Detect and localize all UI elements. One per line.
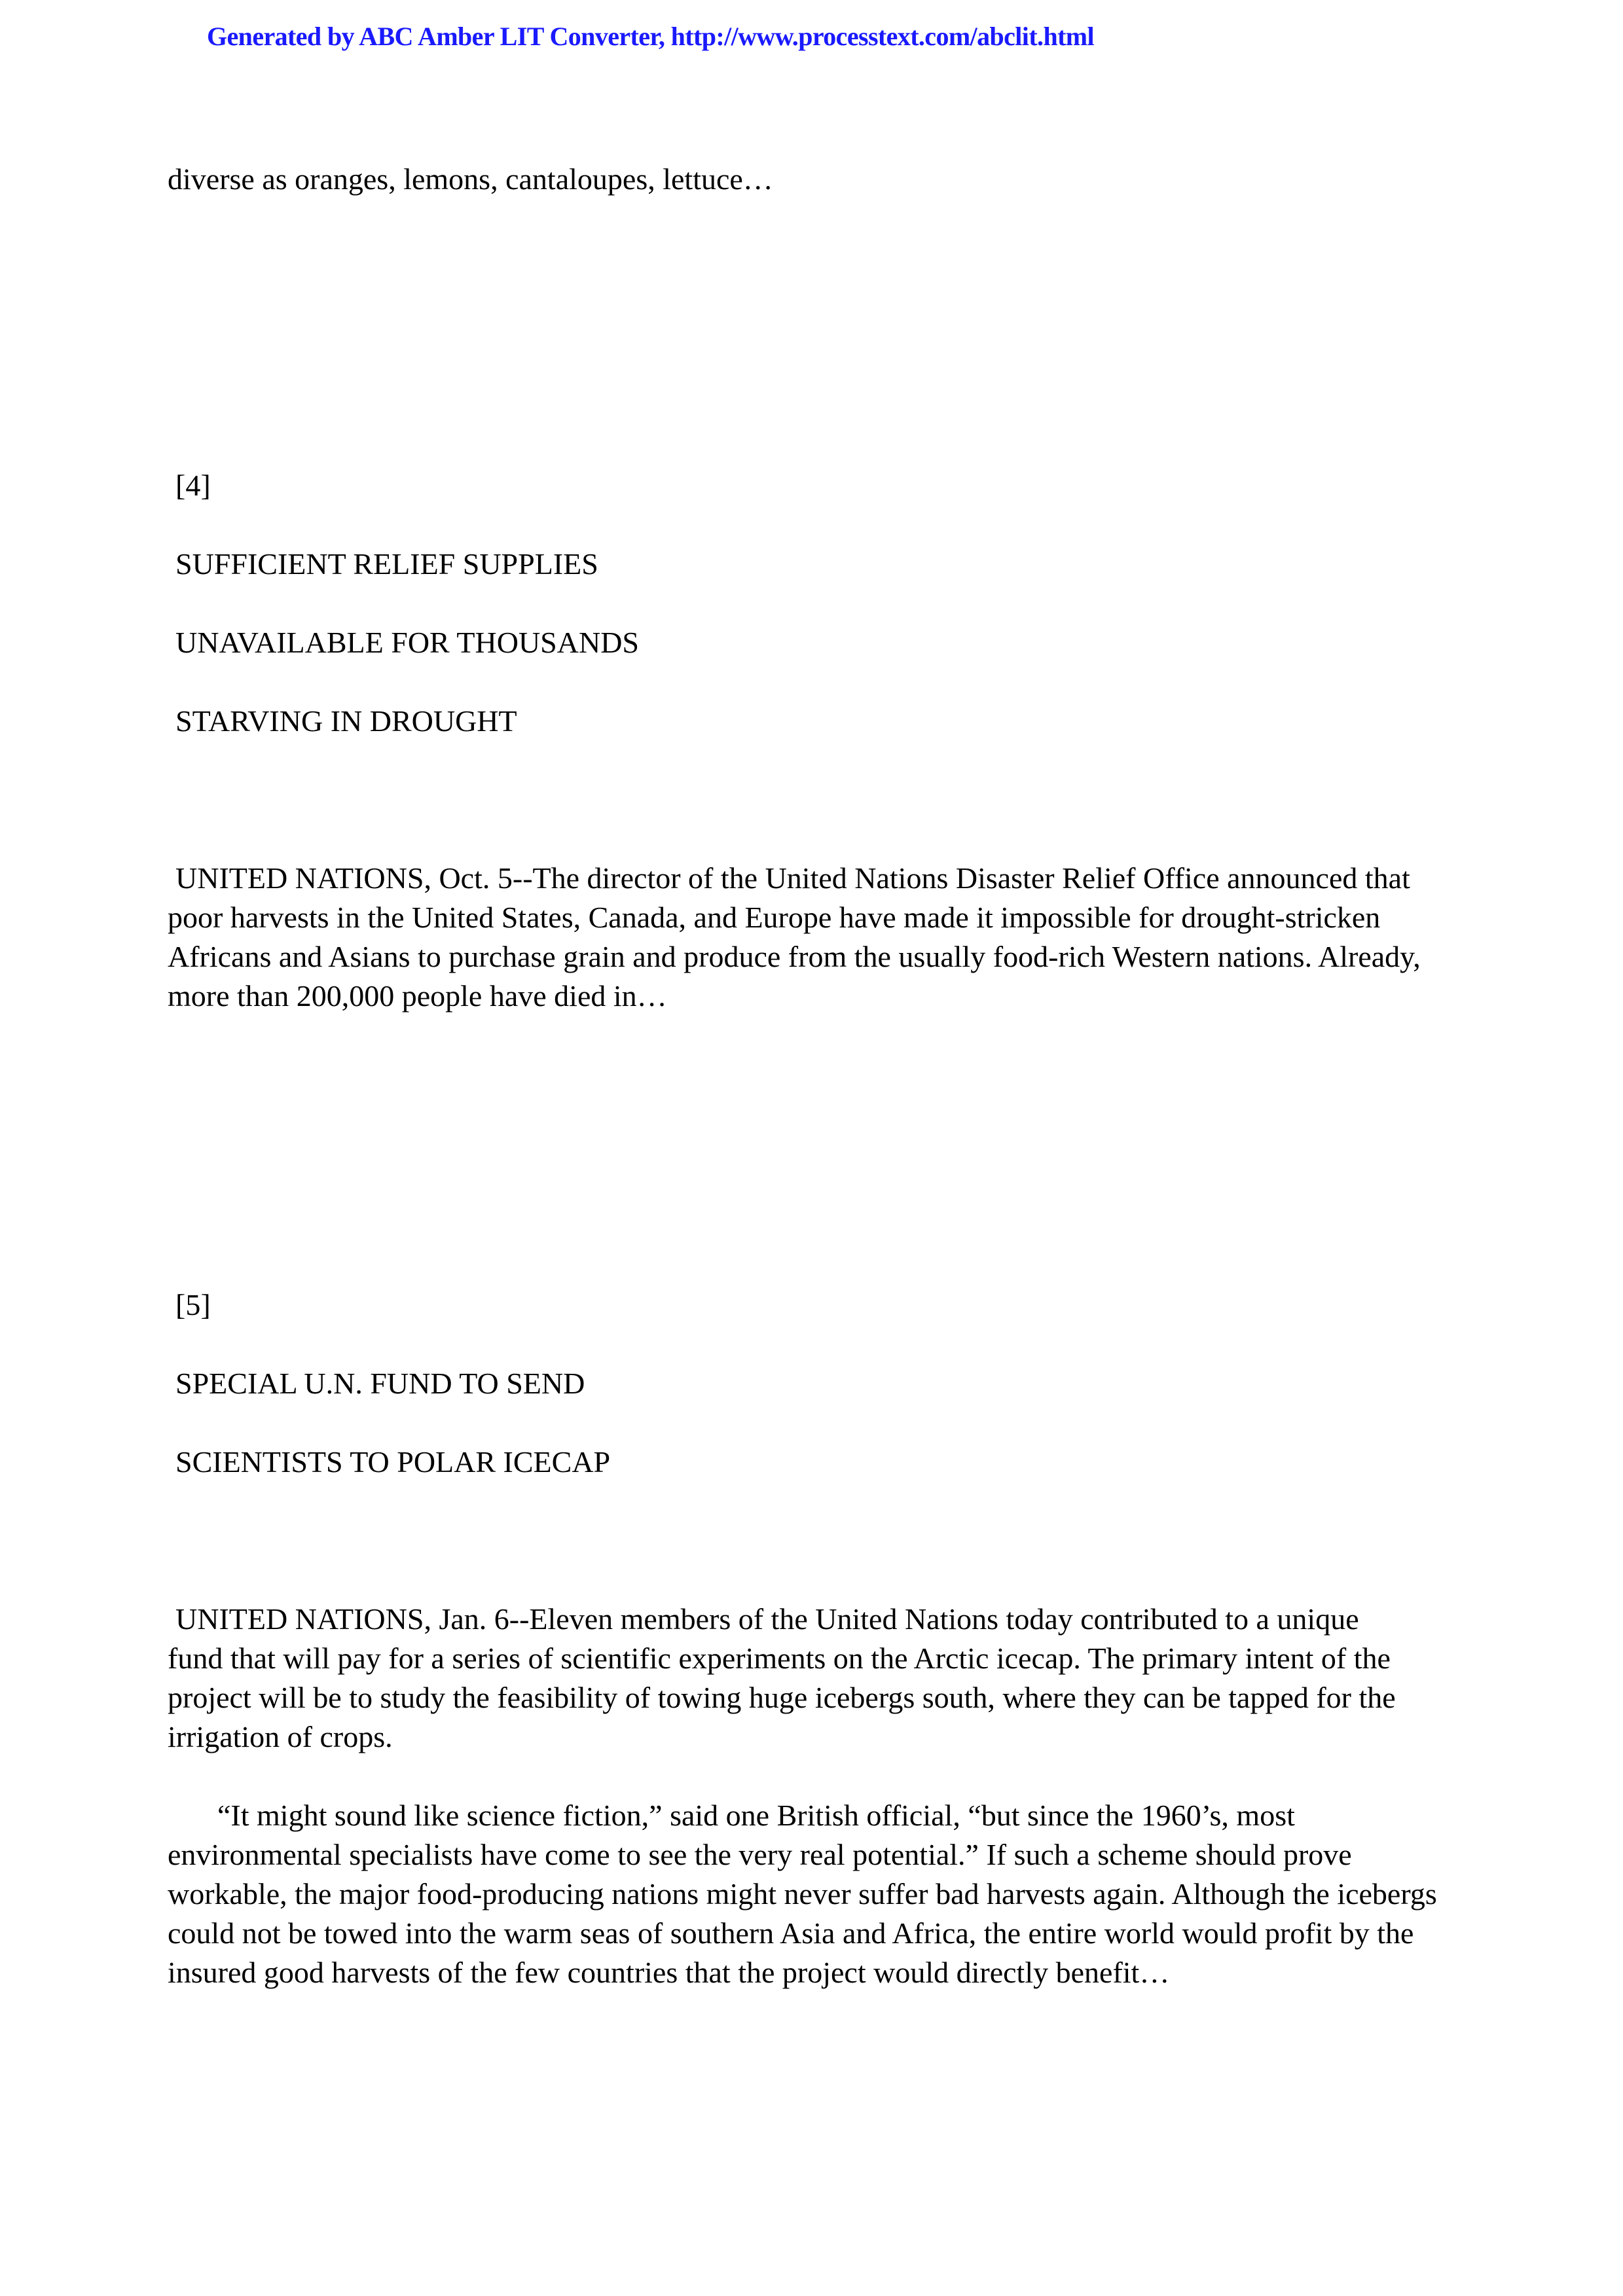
article-4-body-line: more than 200,000 people have died in… [168,979,667,1013]
article-5-body-line: workable, the major food-producing nations might never suffer bad harvests again. Although the icebergs [168,1877,1437,1910]
article-4-number: [4] [175,469,211,502]
article-5-headline-line-1: SPECIAL U.N. FUND TO SEND [175,1367,585,1400]
article-4-headline-line-2: UNAVAILABLE FOR THOUSANDS [175,626,639,659]
article-5-body-line: irrigation of crops. [168,1720,393,1753]
article-5-headline-line-2: SCIENTISTS TO POLAR ICECAP [175,1445,611,1479]
article-4-body-line: UNITED NATIONS, Oct. 5--The director of the United Nations Disaster Relief Office announced that [175,861,1410,895]
article-5-body-line: fund that will pay for a series of scientific experiments on the Arctic icecap. The primary intent of the [168,1641,1391,1675]
article-4-body [168,859,1477,1016]
article-5-body-line: insured good harvests of the few countries that the project would directly benefit… [168,1956,1170,1989]
article-4-body-line: Africans and Asians to purchase grain and produce from the usually food-rich Western nations. Already, [168,940,1421,973]
article-5-body-line: project will be to study the feasibility of towing huge icebergs south, where they can be tapped for the [168,1681,1396,1714]
article-5-body-line: “It might sound like science fiction,” said one British official, “but since the 1960’s, most [217,1799,1295,1832]
article-5-body-paragraph-1 [168,1600,1477,1757]
article-5-body-line: could not be towed into the warm seas of southern Asia and Africa, the entire world would profit by the [168,1916,1414,1950]
article-5-body-line: environmental specialists have come to see the very real potential.” If such a scheme should prove [168,1838,1352,1871]
article-4-headline-line-1: SUFFICIENT RELIEF SUPPLIES [175,547,598,581]
article-5-number: [5] [175,1288,211,1321]
article-5-body-paragraph-2 [168,1796,1477,1992]
converter-banner: Generated by ABC Amber LIT Converter, http://www.processtext.com/abclit.html [207,22,1095,51]
fragment-text: diverse as oranges, lemons, cantaloupes, lettuce… [168,162,773,196]
article-5-body-line: UNITED NATIONS, Jan. 6--Eleven members of the United Nations today contributed to a unique [175,1602,1359,1636]
article-4-body-line: poor harvests in the United States, Canada, and Europe have made it impossible for drought-stricken [168,901,1381,934]
article-4-headline-line-3: STARVING IN DROUGHT [175,704,517,738]
